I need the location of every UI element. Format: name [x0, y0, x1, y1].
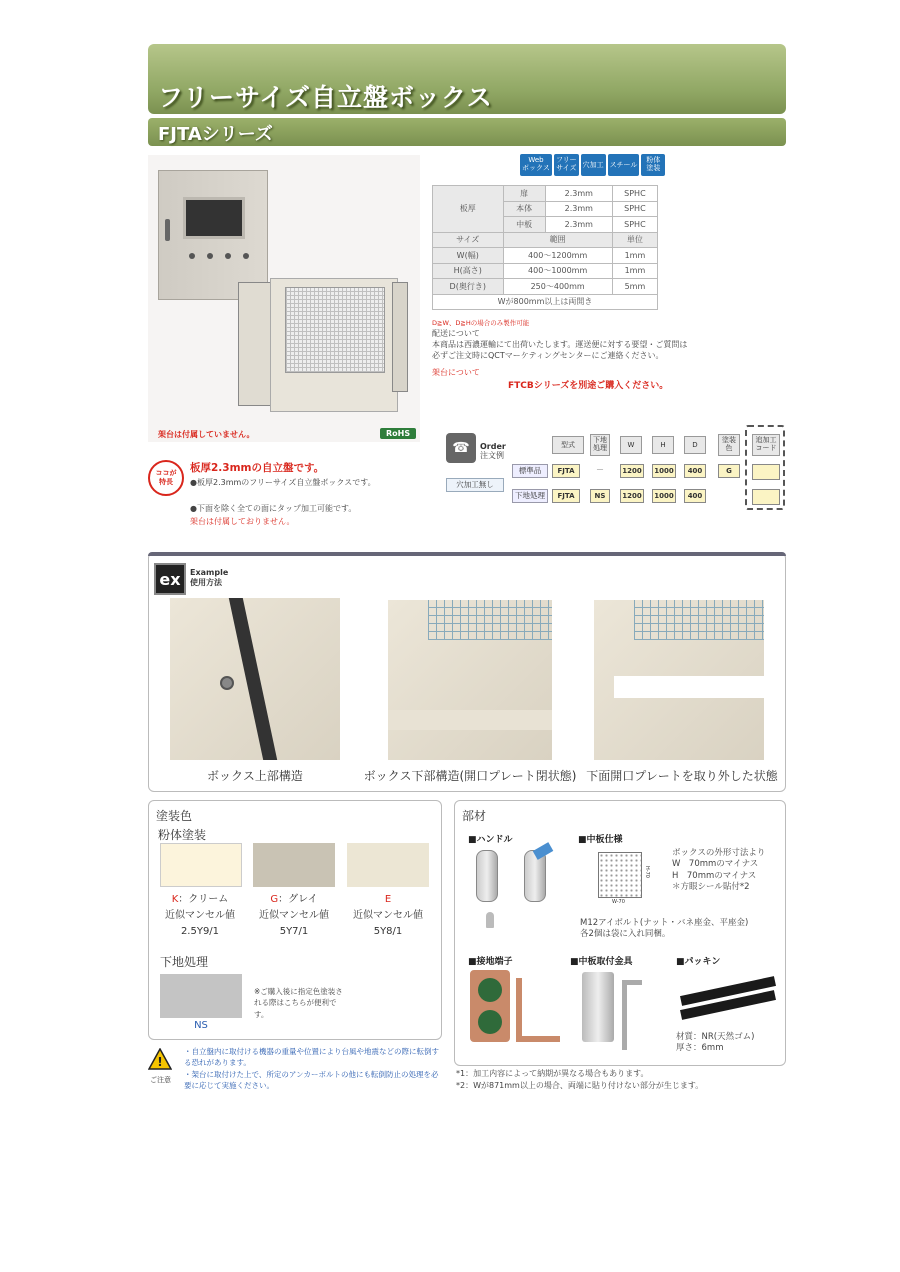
part-cell: 中板	[503, 217, 545, 233]
stand-text: FTCBシリーズを別途ご購入ください。	[508, 381, 669, 391]
parts-title: 部材	[462, 809, 487, 823]
feature-badges	[520, 154, 665, 176]
delivery-line1: 本商品は西濃運輸にて出荷いたします。運送便に対する要望・ご質問は	[432, 340, 688, 350]
product-door-left	[238, 282, 274, 406]
order-label-en: Order	[480, 442, 506, 451]
example-label-en: Example	[190, 568, 229, 577]
range-cell: 250～400mm	[503, 279, 612, 295]
order-header-option: 追加工 コード	[752, 434, 780, 456]
badge-free-size: フリー サイズ	[554, 154, 579, 176]
no-hole-label: 穴加工無し	[446, 478, 504, 492]
example-photo-top	[170, 598, 340, 760]
paint-code: G	[270, 894, 279, 905]
spec-table	[432, 185, 658, 310]
badge-web-box: Web ボックス	[520, 154, 552, 176]
bolt-desc-1: M12アイボルト(ナット・バネ座金、平座金)	[580, 918, 749, 928]
header-cell: サイズ	[433, 232, 504, 248]
footnote-1: *1：加工内容によって納期が異なる場合もあります。	[456, 1069, 649, 1078]
feature-bullet-3: 架台は付属しておりません。	[190, 517, 295, 526]
packing-material: 材質：NR(天然ゴム)	[676, 1032, 755, 1042]
feature-badge: ココが 特長	[148, 460, 184, 496]
order-row1-label: 標準品	[512, 464, 548, 478]
packing-thickness: 厚さ：6mm	[676, 1043, 724, 1054]
product-box-open	[270, 278, 398, 412]
dim-cell: D(奥行き)	[433, 279, 504, 295]
plate-w-label: W-70	[612, 899, 625, 905]
rohs-badge: RoHS	[380, 428, 416, 439]
footnote-2: *2：Wが871mm以上の場合、両端に貼り付けない部分が生じます。	[456, 1080, 704, 1090]
plate-desc	[672, 848, 765, 894]
powder-title: 粉体塗装	[158, 828, 207, 842]
warning-icon	[148, 1048, 172, 1070]
ground-terminal-image	[470, 970, 510, 1042]
bolt-desc-2: 各2個は袋に入れ同梱。	[580, 929, 671, 940]
plate-diagram	[598, 852, 642, 898]
plate-desc-4: ＊方眼シール貼付*2	[672, 882, 750, 893]
page-title: フリーサイズ自立盤ボックス	[158, 83, 493, 112]
caution-label: ご注意	[150, 1076, 171, 1084]
delivery-line2: 必ずご注文時にQCTマーケティングセンターにご連絡ください。	[432, 351, 664, 361]
order-value: 400	[684, 464, 706, 478]
series-title: FJTAシリーズ	[158, 124, 273, 145]
base-note: ※ご購入後に指定色塗装される際はこちらが便利です。	[254, 987, 343, 1019]
order-value: 400	[684, 489, 706, 503]
stand-title: 架台について	[432, 368, 480, 377]
order-label	[480, 443, 506, 461]
title-banner	[148, 44, 786, 114]
example-label	[190, 568, 228, 589]
order-option-empty	[752, 489, 780, 505]
example-caption-1: ボックス上部構造	[207, 769, 303, 783]
order-value: G	[718, 464, 740, 478]
bracket-label: ■中板取付金具	[570, 957, 633, 967]
order-header-base: 下地 処理	[590, 434, 610, 456]
example-photo-bottom-open	[594, 600, 764, 760]
order-header-model: 型式	[552, 436, 584, 454]
part-cell: 扉	[503, 186, 545, 202]
production-condition: D≧W、D≧Hの場合のみ製作可能	[432, 319, 530, 327]
example-icon: ex	[154, 563, 186, 595]
key-icon	[486, 912, 494, 928]
dim-cell: W(幅)	[433, 248, 504, 264]
badge-steel: スチール	[608, 154, 640, 176]
caution-1: ・自立盤内に取付ける機器の重量や位置により台風や地震などの際に転倒する恐れがあります。	[184, 1047, 439, 1068]
header-cell: 範囲	[503, 232, 612, 248]
example-label-jp: 使用方法	[190, 578, 222, 588]
order-header-w: W	[620, 436, 642, 454]
example-caption-2: ボックス下部構造(開口プレート閉状態)	[363, 769, 577, 783]
product-box-closed	[158, 170, 268, 300]
swatch-cream	[160, 843, 242, 887]
delivery-title: 配送について	[432, 329, 480, 338]
base-title: 下地処理	[160, 955, 209, 969]
order-header-color: 塗装 色	[718, 434, 740, 456]
paint-value: 2.5Y9/1	[180, 926, 220, 937]
table-footnote: Wが800mm以上は両開き	[433, 294, 658, 310]
example-caption-3: 下面開口プレートを取り外した状態	[586, 769, 778, 783]
value-cell: 2.3mm	[545, 201, 612, 217]
paint-k-info	[152, 892, 248, 940]
order-value: 1000	[652, 489, 676, 503]
paint-name: ：グレイ	[278, 894, 318, 905]
example-top-bar	[148, 552, 786, 556]
product-door-right	[392, 282, 408, 392]
order-header-d: D	[684, 436, 706, 454]
handle-label: ■ハンドル	[468, 835, 513, 845]
paint-code: K	[171, 894, 179, 905]
svg-text:!: !	[157, 1055, 163, 1069]
order-value: －	[596, 465, 604, 474]
phone-order-icon: ☎	[446, 433, 476, 463]
feature-bullet-1: ●板厚2.3mmのフリーサイズ自立盤ボックスです。	[190, 478, 376, 487]
unit-cell: 1mm	[612, 263, 657, 279]
order-label-jp: 注文例	[480, 450, 504, 460]
paint-label: 近似マンセル値	[353, 910, 423, 921]
caution-text	[184, 1046, 442, 1091]
value-cell: 2.3mm	[545, 217, 612, 233]
paint-name: ：クリーム	[178, 894, 229, 905]
material-cell: SPHC	[612, 201, 657, 217]
example-photo-bottom-closed	[388, 600, 552, 760]
part-cell: 本体	[503, 201, 545, 217]
handle-image	[476, 850, 498, 902]
swatch-gray	[253, 843, 335, 887]
dim-cell: H(高さ)	[433, 263, 504, 279]
paint-label: 近似マンセル値	[165, 910, 235, 921]
order-header-h: H	[652, 436, 674, 454]
plate-label: ■中板仕様	[578, 835, 623, 845]
paint-value: 5Y7/1	[279, 926, 309, 937]
order-option-empty	[752, 464, 780, 480]
unit-cell: 1mm	[612, 248, 657, 264]
feature-bullet-2: ●下面を除く全ての面にタップ加工可能です。	[190, 504, 357, 513]
base-code: NS	[194, 1020, 208, 1031]
ground-terminal-side	[516, 978, 560, 1042]
series-banner	[148, 118, 786, 146]
footnotes	[456, 1068, 703, 1091]
material-cell: SPHC	[612, 186, 657, 202]
bracket-image	[582, 972, 614, 1042]
paint-g-info	[246, 892, 342, 940]
order-value: 1200	[620, 464, 644, 478]
plate-desc-3: H 70mmのマイナス	[672, 870, 757, 881]
bracket-side	[622, 980, 642, 1050]
range-cell: 400～1200mm	[503, 248, 612, 264]
caution-2: ・架台に取付けた上で、所定のアンカーボルトの他にも転倒防止の処理を必要に応じて実施ください。	[184, 1069, 439, 1090]
paint-label: 近似マンセル値	[259, 910, 329, 921]
plate-desc-1: ボックスの外形寸法より	[672, 848, 766, 858]
order-value: FJTA	[552, 489, 580, 503]
paint-code: E	[384, 894, 392, 905]
ground-label: ■接地端子	[468, 957, 513, 967]
packing-label: ■パッキン	[676, 957, 721, 967]
paint-title: 塗装色	[156, 809, 193, 823]
thickness-label: 板厚	[433, 186, 504, 233]
range-cell: 400～1000mm	[503, 263, 612, 279]
packing-desc	[676, 1032, 754, 1054]
badge-powder: 粉体 塗装	[641, 154, 665, 176]
swatch-e	[347, 843, 429, 887]
handle-image-2	[524, 850, 546, 902]
order-value: 1000	[652, 464, 676, 478]
badge-hole: 穴加工	[581, 154, 606, 176]
swatch-ns	[160, 974, 242, 1018]
delivery-info	[432, 328, 762, 362]
order-value: FJTA	[552, 464, 580, 478]
plate-h-label: H-70	[644, 866, 650, 878]
header-cell: 単位	[612, 232, 657, 248]
paint-value: 5Y8/1	[373, 926, 403, 937]
stand-note: 架台は付属していません。	[158, 430, 255, 439]
bolt-desc	[580, 918, 748, 941]
paint-e-info	[340, 892, 436, 940]
material-cell: SPHC	[612, 217, 657, 233]
order-row2-label: 下地処理	[512, 489, 548, 503]
plate-desc-2: W 70mmのマイナス	[672, 859, 759, 870]
order-value: 1200	[620, 489, 644, 503]
value-cell: 2.3mm	[545, 186, 612, 202]
order-value: NS	[590, 489, 610, 503]
feature-headline: 板厚2.3mmの自立盤です。	[190, 462, 325, 474]
unit-cell: 5mm	[612, 279, 657, 295]
